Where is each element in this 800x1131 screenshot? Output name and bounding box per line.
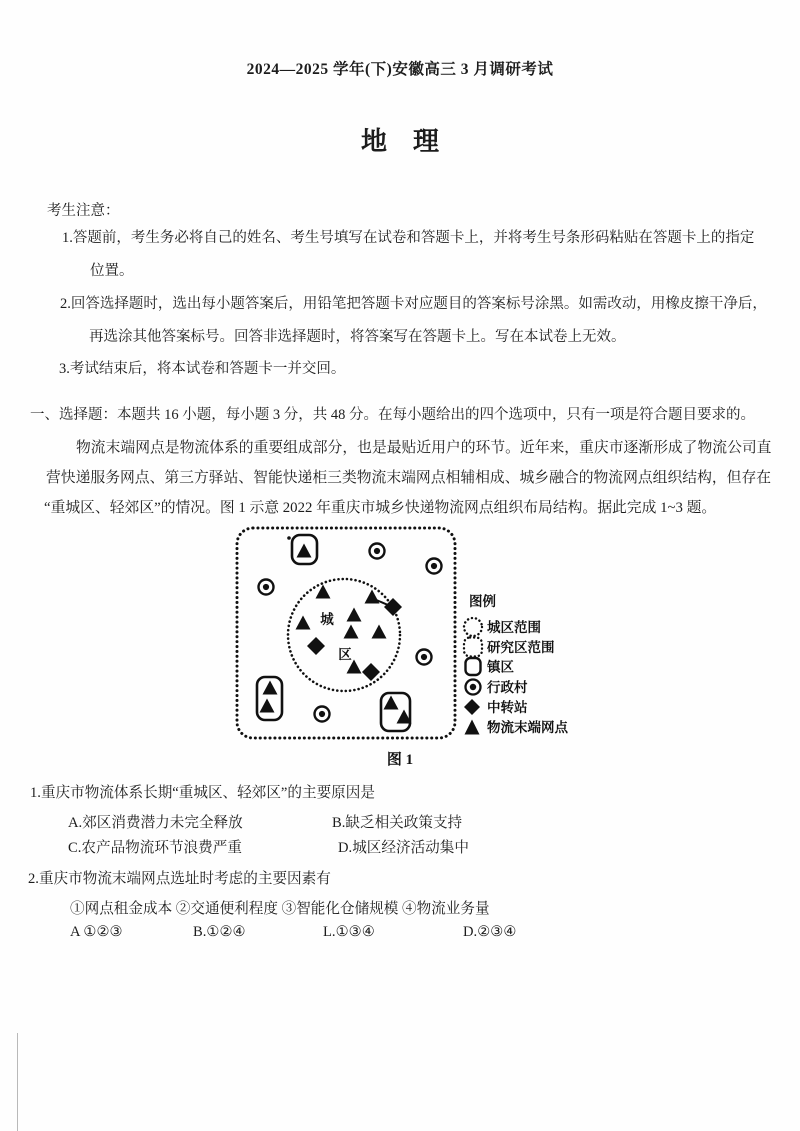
question-2-choice-b: B.①②④ [193,924,246,940]
village-marker [417,650,432,665]
question-1-option-b: B.缺乏相关政策支持 [332,815,463,831]
passage-line: 营快递服务网点、第三方驿站、智能快递柜三类物流末端网点相辅相成、城乡融合的物流网点组织结构，但存在 [46,470,772,486]
legend-label: 中转站 [487,700,528,715]
terminal-node [344,625,359,639]
village-marker [259,580,274,595]
village-marker [427,559,442,574]
legend-village-icon-dot [470,684,476,690]
question-2-factors: ①网点租金成本 ②交通便利程度 ③智能化仓储规模 ④物流业务量 [70,901,490,917]
legend-label: 镇区 [487,659,514,675]
figure-caption: 图 1 [386,752,414,768]
legend-town-icon [466,658,481,675]
notice-line: 位置。 [90,263,134,279]
section-heading: 一、选择题：本题共 16 小题，每小题 3 分，共 48 分。在每小题给出的四个选项中，只有一项是符合题目要求的。 [30,407,755,423]
town-area [381,693,410,731]
map-dot [287,536,291,540]
transfer-station [362,663,380,681]
urban-label-top: 城 [320,612,334,627]
question-2-stem: 2.重庆市物流末端网点选址时考虑的主要因素有 [28,871,331,887]
question-1-option-c: C.农产品物流环节浪费严重 [68,840,242,856]
notice-line: 1.答题前，考生务必将自己的姓名、考生号填写在试卷和答题卡上，并将考生号条形码粘贴在答题卡上的指定 [62,230,755,246]
question-1-option-a: A.郊区消费潜力未完全释放 [68,815,243,831]
town-areas [257,535,410,731]
terminal-node [365,590,380,604]
terminal-node [372,625,387,639]
notice-line: 再选涂其他答案标号。回答非选择题时，将答案写在答题卡上。写在本试卷上无效。 [89,329,626,345]
question-2-choice-a: A ①②③ [70,924,123,940]
legend-label: 研究区范围 [487,640,555,655]
question-2-choice-d: D.②③④ [463,924,517,940]
subject-title: 地 理 [360,127,439,156]
terminal-node [384,696,399,710]
question-1-stem: 1.重庆市物流体系长期“重城区、轻郊区”的主要原因是 [30,785,375,801]
question-1-option-d: D.城区经济活动集中 [338,840,469,856]
notice-line: 2.回答选择题时，选出每小题答案后，用铅笔把答题卡对应题目的答案标号涂黑。如需改动，用橡皮擦干净后， [60,296,767,312]
scan-artifact-line [17,1033,18,1131]
legend-dotted-circle-icon [464,618,482,636]
question-2-choice-c: L.①③④ [323,924,375,940]
legend [464,593,568,735]
terminal-node [296,616,311,630]
legend-label: 物流末端网点 [487,720,568,735]
notice-heading: 考生注意： [47,203,120,219]
legend-terminal-icon [465,720,480,735]
figure-1 [230,525,620,773]
exam-session-header: 2024—2025 学年(下)安徽高三 3 月调研考试 [246,61,554,78]
passage-line: 物流末端网点是物流体系的重要组成部分，也是最贴近用户的环节。近年来，重庆市逐渐形成了物流公司直 [76,440,772,456]
passage-line: “重城区、轻郊区”的情况。图 1 示意 2022 年重庆市城乡快递物流网点组织布局结构。据此完成 1~3 题。 [44,500,717,516]
terminal-node [260,699,275,713]
transfer-station [384,598,402,616]
village-marker [315,707,330,722]
legend-title: 图例 [469,594,496,609]
logistics-network-map [230,525,620,773]
terminal-node [347,608,362,622]
legend-label: 城区范围 [487,620,541,635]
terminal-node [297,544,312,558]
legend-transfer-icon [464,699,480,715]
notice-line: 3.考试结束后，将本试卷和答题卡一并交回。 [59,361,346,377]
transfer-station [307,637,325,655]
terminal-node [263,681,278,695]
village-marker [370,544,385,559]
legend-label: 行政村 [487,680,528,695]
legend-dotted-square-icon [464,638,482,657]
urban-label-bottom: 区 [338,647,352,662]
